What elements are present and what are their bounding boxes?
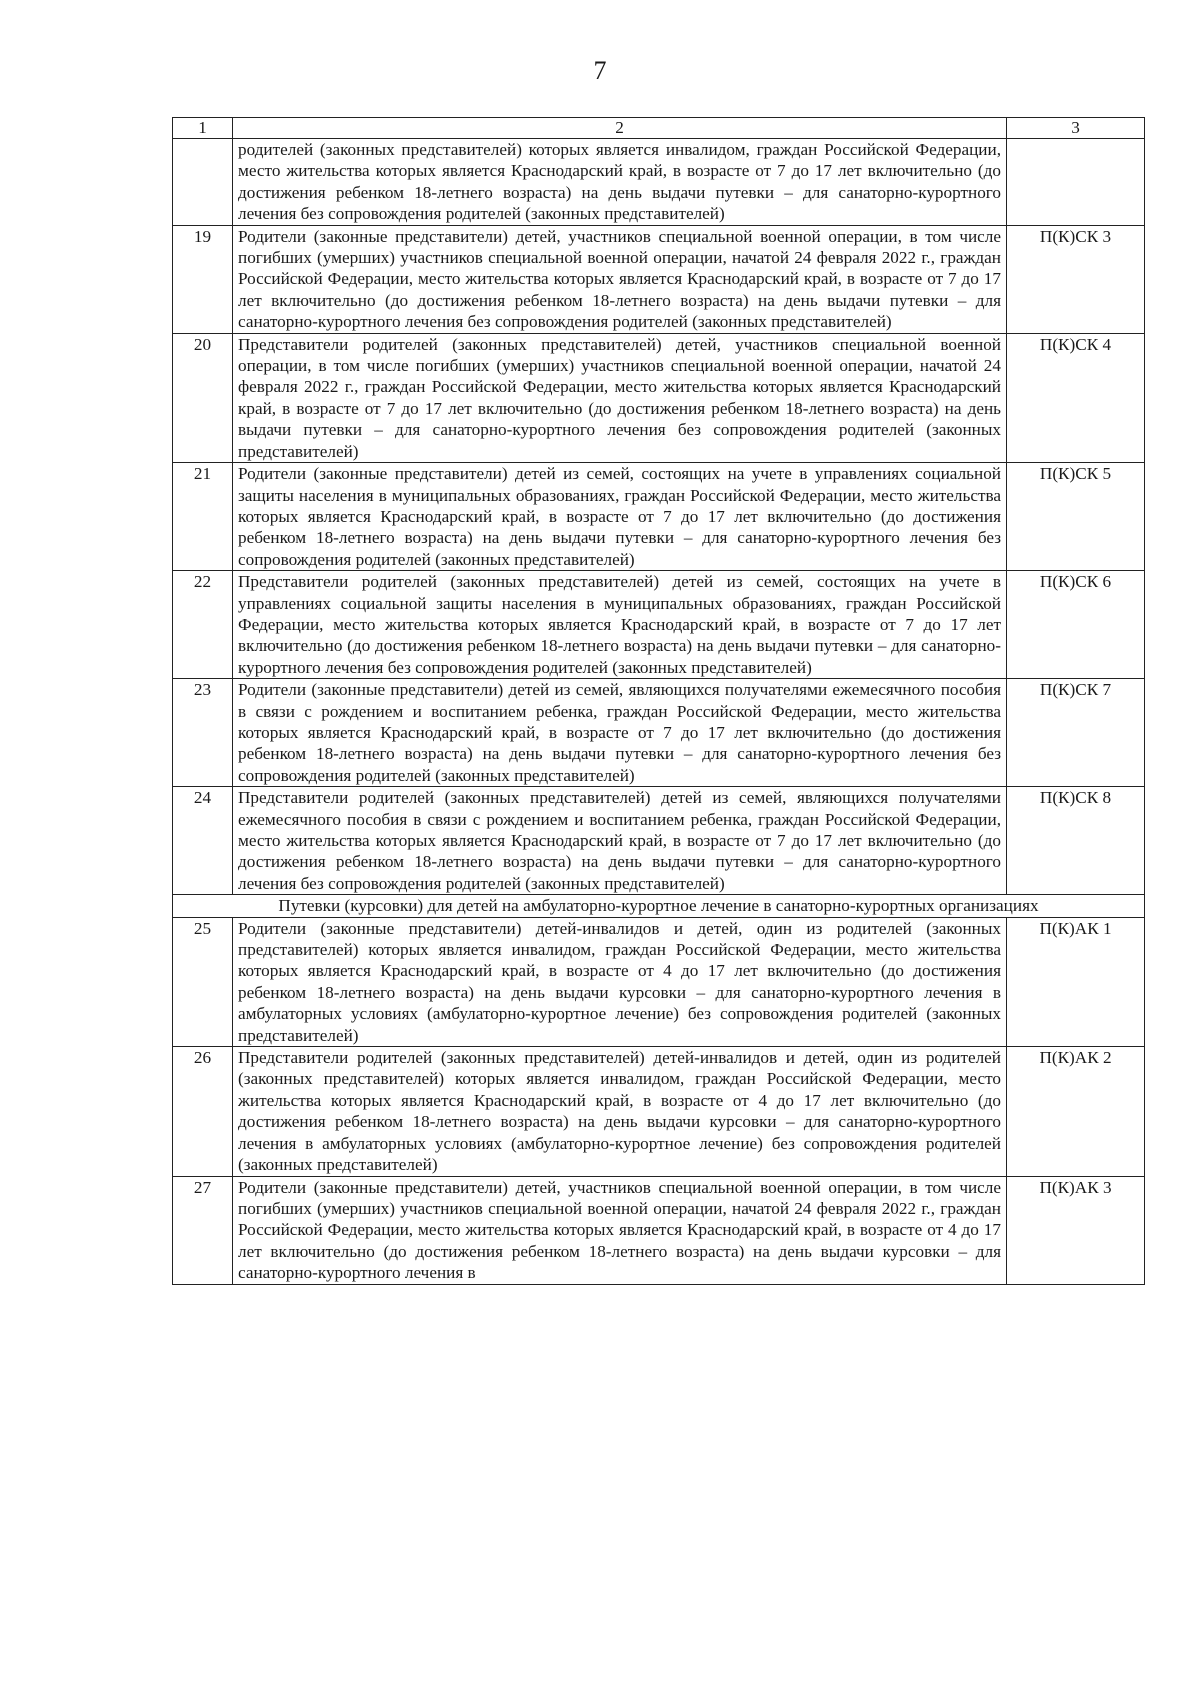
row-code: П(К)СК 6 (1007, 571, 1145, 679)
row-code: П(К)СК 5 (1007, 463, 1145, 571)
section-title: Путевки (курсовки) для детей на амбулаторно-курортное лечение в санаторно-курортных организациях (173, 895, 1145, 917)
row-description: Родители (законные представители) детей, участников специальной военной операции, в том числе погибших (умерших) участников специальной военной операции, начатой 24 февраля 2022 г., граждан Российской Федерации, место жительства которых является Краснодарский край, в возрасте от 7 до 17 лет включительно (до достижения ребенком 18-летнего возраста) на день выдачи путевки – для санаторно-курортного лечения без сопровождения родителей (законных представителей) (233, 225, 1007, 333)
column-header-number: 1 (173, 118, 233, 139)
table-row (173, 463, 1145, 571)
table-row (173, 787, 1145, 895)
row-number: 19 (173, 225, 233, 333)
row-description: Представители родителей (законных представителей) детей из семей, являющихся получателями ежемесячного пособия в связи с рождением и воспитанием ребенка, граждан Российской Федерации, место жительства которых является Краснодарский край, в возрасте от 7 до 17 лет включительно (до достижения ребенком 18-летнего возраста) на день выдачи путевки – для санаторно-курортного лечения без сопровождения родителей (законных представителей) (233, 787, 1007, 895)
row-code: П(К)СК 7 (1007, 679, 1145, 787)
row-number: 26 (173, 1047, 233, 1176)
row-number: 25 (173, 917, 233, 1046)
row-description: родителей (законных представителей) которых является инвалидом, граждан Российской Федерации, место жительства которых является Краснодарский край, в возрасте от 7 до 17 лет включительно (до достижения ребенком 18-летнего возраста) на день выдачи путевки – для санаторно-курортного лечения без сопровождения родителей (законных представителей) (233, 139, 1007, 226)
row-description: Родители (законные представители) детей из семей, состоящих на учете в управлениях социальной защиты населения в муниципальных образованиях, граждан Российской Федерации, место жительства которых является Краснодарский край, в возрасте от 7 до 17 лет включительно (до достижения ребенком 18-летнего возраста) на день выдачи путевки – для санаторно-курортного лечения без сопровождения родителей (законных представителей) (233, 463, 1007, 571)
table-row (173, 225, 1145, 333)
row-code: П(К)СК 8 (1007, 787, 1145, 895)
table-row (173, 139, 1145, 226)
benefits-table (172, 117, 1145, 1285)
column-header-code: 3 (1007, 118, 1145, 139)
row-code: П(К)АК 1 (1007, 917, 1145, 1046)
row-description: Родители (законные представители) детей из семей, являющихся получателями ежемесячного пособия в связи с рождением и воспитанием ребенка, граждан Российской Федерации, место жительства которых является Краснодарский край, в возрасте от 7 до 17 лет включительно (до достижения ребенком 18-летнего возраста) на день выдачи путевки – для санаторно-курортного лечения без сопровождения родителей (законных представителей) (233, 679, 1007, 787)
row-number: 27 (173, 1176, 233, 1284)
row-description: Представители родителей (законных представителей) детей из семей, состоящих на учете в управлениях социальной защиты населения в муниципальных образованиях, граждан Российской Федерации, место жительства которых является Краснодарский край, в возрасте от 7 до 17 лет включительно (до достижения ребенком 18-летнего возраста) на день выдачи путевки – для санаторно-курортного лечения без сопровождения родителей (законных представителей) (233, 571, 1007, 679)
row-description: Родители (законные представители) детей, участников специальной военной операции, в том числе погибших (умерших) участников специальной военной операции, начатой 24 февраля 2022 г., граждан Российской Федерации, место жительства которых является Краснодарский край, в возрасте от 4 до 17 лет включительно (до достижения ребенком 18-летнего возраста) на день выдачи курсовки – для санаторно-курортного лечения в (233, 1176, 1007, 1284)
row-code: П(К)АК 3 (1007, 1176, 1145, 1284)
row-code (1007, 139, 1145, 226)
table-row (173, 917, 1145, 1046)
row-number: 22 (173, 571, 233, 679)
row-number (173, 139, 233, 226)
column-header-description: 2 (233, 118, 1007, 139)
row-description: Представители родителей (законных представителей) детей, участников специальной военной операции, в том числе погибших (умерших) участников специальной военной операции, начатой 24 февраля 2022 г., граждан Российской Федерации, место жительства которых является Краснодарский край, в возрасте от 7 до 17 лет включительно (до достижения ребенком 18-летнего возраста) на день выдачи путевки – для санаторно-курортного лечения без сопровождения родителей (законных представителей) (233, 333, 1007, 462)
table-row (173, 679, 1145, 787)
row-description: Представители родителей (законных представителей) детей-инвалидов и детей, один из родителей (законных представителей) которых является инвалидом, граждан Российской Федерации, место жительства которых является Краснодарский край, в возрасте от 4 до 17 лет включительно (до достижения ребенком 18-летнего возраста) на день выдачи курсовки – для санаторно-курортного лечения в амбулаторных условиях (амбулаторно-курортное лечение) без сопровождения родителей (законных представителей) (233, 1047, 1007, 1176)
row-number: 24 (173, 787, 233, 895)
table-row (173, 1047, 1145, 1176)
table-row (173, 571, 1145, 679)
row-code: П(К)СК 4 (1007, 333, 1145, 462)
page-number: 7 (593, 56, 607, 85)
row-code: П(К)АК 2 (1007, 1047, 1145, 1176)
section-header-row (173, 895, 1145, 917)
table-row (173, 1176, 1145, 1284)
row-number: 20 (173, 333, 233, 462)
row-number: 23 (173, 679, 233, 787)
table-header-row (173, 118, 1145, 139)
row-description: Родители (законные представители) детей-инвалидов и детей, один из родителей (законных представителей) которых является инвалидом, граждан Российской Федерации, место жительства которых является Краснодарский край, в возрасте от 4 до 17 лет включительно (до достижения ребенком 18-летнего возраста) на день выдачи курсовки – для санаторно-курортного лечения в амбулаторных условиях (амбулаторно-курортное лечение) без сопровождения родителей (законных представителей) (233, 917, 1007, 1046)
row-number: 21 (173, 463, 233, 571)
table-row (173, 333, 1145, 462)
row-code: П(К)СК 3 (1007, 225, 1145, 333)
